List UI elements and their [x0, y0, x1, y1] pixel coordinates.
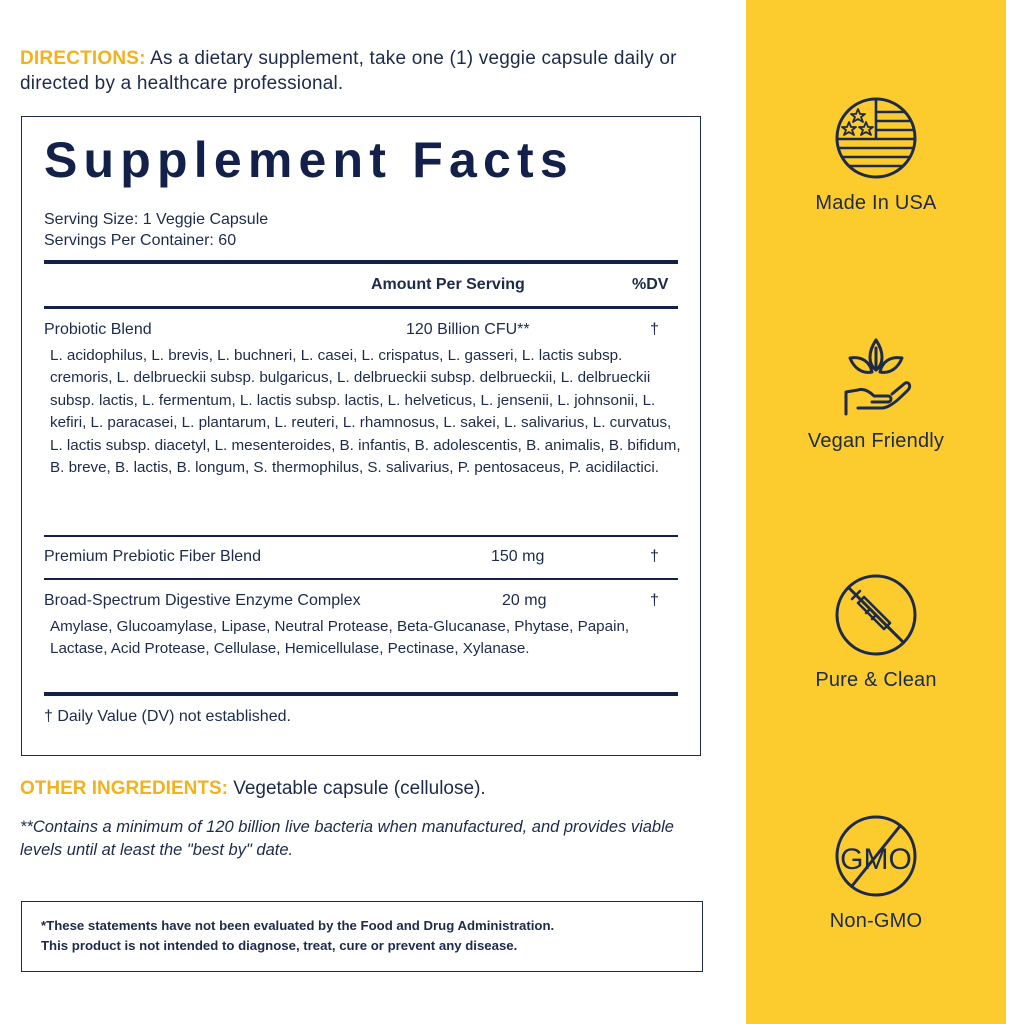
badge-label: Made In USA: [815, 192, 937, 214]
ingredient-amount: 150 mg: [491, 548, 545, 565]
divider-header: [44, 306, 678, 309]
directions-label: DIRECTIONS:: [20, 48, 146, 69]
right-margin: [1006, 0, 1024, 1024]
no-syringe-icon: [834, 573, 918, 657]
disclaimer-line-1: *These statements have not been evaluated by the Food and Drug Administration.: [41, 918, 555, 933]
directions-text: As a dietary supplement, take one (1) veggie capsule daily or directed by a healthcare professional.: [20, 48, 677, 94]
servings-per-container: Servings Per Container: 60: [44, 232, 237, 249]
other-ingredients: [20, 778, 486, 800]
badge-label: Vegan Friendly: [807, 430, 945, 452]
directions: [20, 46, 720, 96]
fda-disclaimer: [21, 901, 703, 972]
ingredient-dv: †: [650, 592, 659, 609]
header-dv: %DV: [632, 276, 669, 293]
cfu-note: **Contains a minimum of 120 billion live bacteria when manufactured, and provides viable levels until at least the "best by" date.: [20, 818, 674, 859]
usa-flag-icon: [834, 96, 918, 180]
no-gmo-icon: [834, 814, 918, 898]
badge-vegan-friendly: [746, 334, 1006, 453]
badge-label: Pure & Clean: [815, 669, 937, 691]
divider-row: [44, 578, 678, 580]
serving-size: Serving Size: 1 Veggie Capsule: [44, 211, 269, 228]
header-amount: Amount Per Serving: [371, 276, 525, 293]
facts-title: Supplement Facts: [44, 132, 574, 188]
disclaimer-line-2: This product is not intended to diagnose, treat, cure or prevent any disease.: [41, 938, 518, 953]
ingredient-subitems: L. acidophilus, L. brevis, L. buchneri, L. casei, L. crispatus, L. gasseri, L. lactis subsp. cremoris, L. delbrueckii subsp. bulgaricus, L. delbrueckii subsp. delbrueckii, L. delbrueckii subsp. lactis, L. fermentum, L. lactis subsp. lactis, L. helveticus, L. jensenii, L. johnsonii, L. kefiri, L. paracasei, L. plantarum, L. reuteri, L. rhamnosus, L. sakei, L. salivarius, L. curvatus, L. lactis subsp. diacetyl, L. mesenteroides, B. infantis, B. adolescentis, B. animalis, B. bifidum, B. breve, B. lactis, B. longum, S. thermophilus, S. salivarius, P. pentosaceus, P. acidilactici.: [50, 347, 681, 477]
other-ingredients-text: Vegetable capsule (cellulose).: [227, 778, 486, 799]
badge-label: Non-GMO: [829, 910, 923, 932]
ingredient-dv: †: [650, 548, 659, 565]
ingredient-name: Premium Prebiotic Fiber Blend: [44, 548, 261, 565]
divider-thick: [44, 692, 678, 696]
badge-non-gmo: [746, 814, 1006, 933]
ingredient-subitems: Amylase, Glucoamylase, Lipase, Neutral Protease, Beta-Glucanase, Phytase, Papain, Lactase, Acid Protease, Cellulase, Hemicellulase, Pectinase, Xylanase.: [50, 618, 630, 658]
dv-footnote: † Daily Value (DV) not established.: [44, 708, 291, 725]
ingredient-amount: 20 mg: [502, 592, 547, 609]
ingredient-dv: †: [650, 321, 659, 338]
ingredient-amount: 120 Billion CFU**: [406, 321, 530, 338]
other-ingredients-label: OTHER INGREDIENTS:: [20, 778, 228, 799]
divider-thick: [44, 260, 678, 264]
badge-panel: [746, 0, 1006, 1024]
ingredient-name: Broad-Spectrum Digestive Enzyme Complex: [44, 592, 361, 609]
serving-info: [44, 209, 268, 251]
leaf-hand-icon: [834, 334, 918, 418]
gmo-glyph: GMO: [840, 843, 912, 876]
divider-row: [44, 535, 678, 537]
ingredient-name: Probiotic Blend: [44, 321, 152, 338]
badge-made-in-usa: [746, 96, 1006, 215]
badge-pure-clean: [746, 573, 1006, 692]
supplement-facts-panel: [21, 116, 701, 756]
disclaimer-text: [41, 916, 554, 956]
